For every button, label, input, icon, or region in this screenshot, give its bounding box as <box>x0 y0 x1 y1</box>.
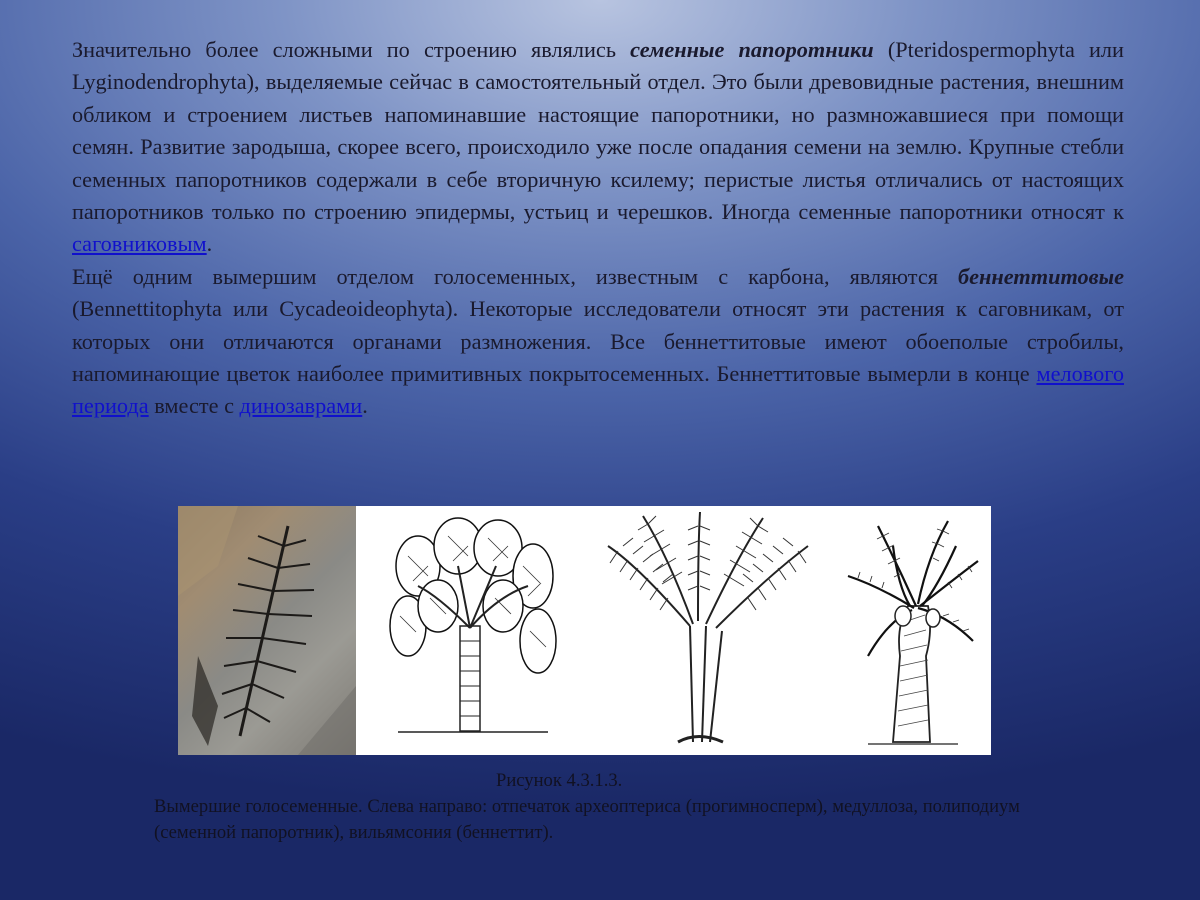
paragraph-seed-ferns <box>72 34 1124 261</box>
fossil-imprint-image <box>178 506 356 755</box>
figure-number: Рисунок 4.3.1.3. <box>496 770 623 791</box>
fossil-frond-icon <box>178 506 356 755</box>
figure-extinct-gymnosperms <box>178 506 991 755</box>
p1-body: (Pteridospermophyta или Lyginodendrophyta), выделяемые сейчас в самостоятельный отдел. Это были древовидные растения, внешним обликом и строением листьев напоминавшие настоящие папоротники, но размножавшиеся при помощи семян. Развитие зародыша, скорее всего, происходило уже после опадания семени на землю. Крупные стебли семенных папоротников содержали в себе вторичную ксилему; перистые листья отличались от настоящих папоротников только по строению эпидермы, устьиц и черешков. Иногда семенные папоротники относят к <box>72 37 1124 225</box>
figure-caption <box>154 768 1054 846</box>
p1-end: . <box>206 231 213 257</box>
p2-intro: Ещё одним вымершим отделом голосеменных, известным с карбона, являются <box>72 263 958 289</box>
medullosa-drawing <box>378 506 563 755</box>
term-bennettites: беннеттитовые <box>958 263 1124 289</box>
main-text <box>72 34 1124 423</box>
p2-middle: вместе с <box>148 393 240 419</box>
term-seed-ferns: семенные папоротники <box>630 37 874 62</box>
figure-caption-text: Вымершие голосеменные. Слева направо: отпечаток археоптериса (прогимносперм), медуллоза, полиподиум (семенной папоротник), вильямсония (беннеттит). <box>154 796 1020 843</box>
polypodium-drawing <box>598 506 818 755</box>
p2-end: . <box>362 393 368 419</box>
paragraph-bennettites <box>72 261 1124 423</box>
p1-intro: Значительно более сложными по строению являлись <box>72 37 631 62</box>
link-cretaceous-period[interactable]: мелового периода <box>72 361 1124 419</box>
link-dinosaurs[interactable]: динозаврами <box>239 393 363 419</box>
p2-body: (Bennettitophyta или Cycadeoideophyta). Некоторые исследователи относят эти растения к саговникам, от которых они отличаются органами размножения. Все беннеттитовые имеют обоеполые стробилы, напоминающие цветок наиболее примитивных покрытосеменных. Беннеттитовые вымерли в конце <box>72 296 1124 387</box>
williamsonia-drawing <box>838 506 988 755</box>
link-cycads[interactable]: саговниковым <box>72 231 207 257</box>
